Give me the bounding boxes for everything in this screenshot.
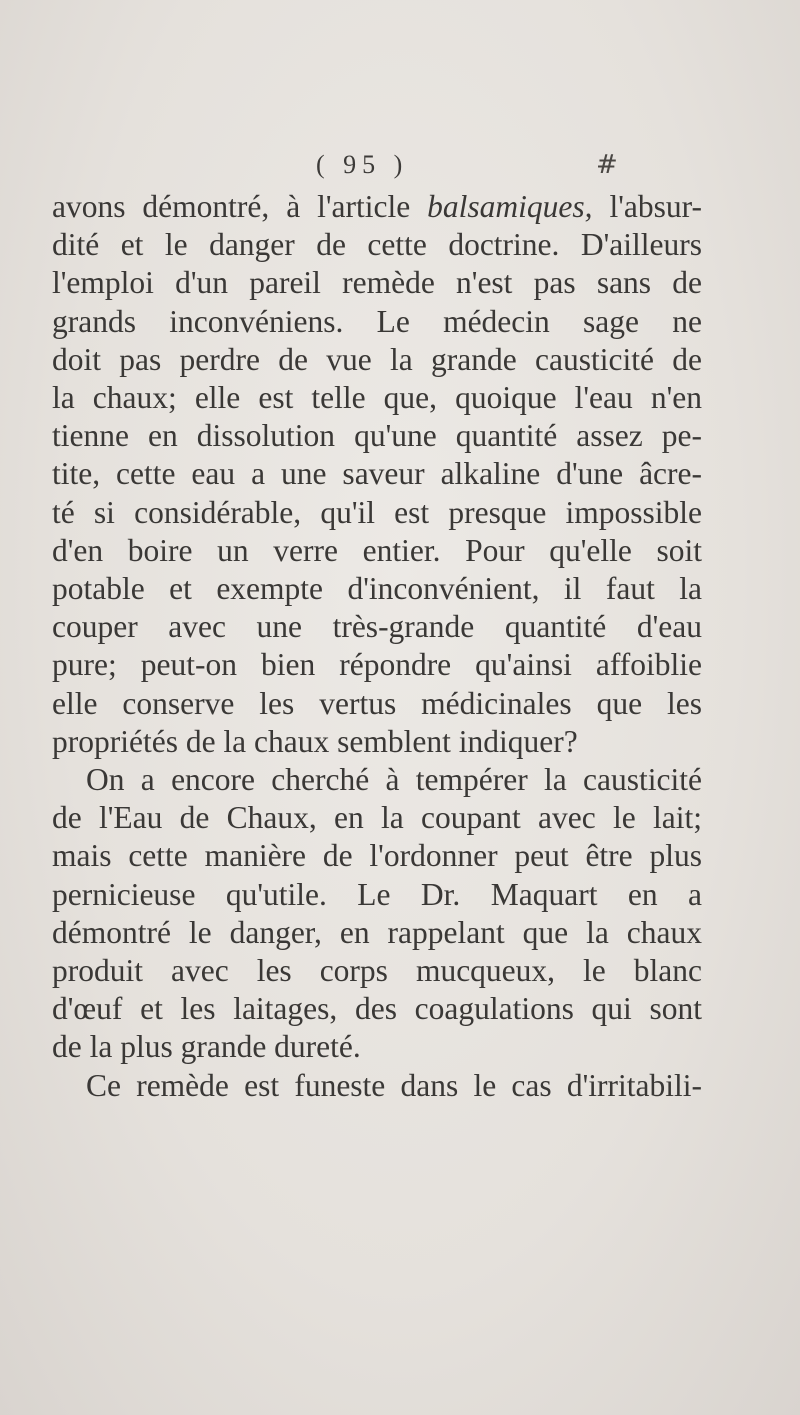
text-line: produit avec les corps mucqueux, le blanc [52, 953, 702, 989]
text-line: couper avec une très-grande quantité d'eau [52, 609, 702, 645]
text-fragment: l'absur- [592, 189, 702, 224]
text-line: tienne en dissolution qu'une quantité assez pe- [52, 418, 702, 454]
text-fragment: avons démontré, à l'article [52, 189, 428, 224]
corner-mark: # [596, 150, 618, 180]
text-line: dité et le danger de cette doctrine. D'ailleurs [52, 227, 702, 263]
text-line: pure; peut-on bien répondre qu'ainsi affoiblie [52, 647, 702, 683]
text-line: démontré le danger, en rappelant que la chaux [52, 914, 702, 950]
text-line: d'en boire un verre entier. Pour qu'elle soit [52, 532, 702, 568]
text-line: de l'Eau de Chaux, en la coupant avec le lait; [52, 800, 702, 836]
text-line: doit pas perdre de vue la grande causticité de [52, 341, 702, 377]
text-line: d'œuf et les laitages, des coagulations qui sont [52, 991, 702, 1027]
text-line: potable et exempte d'inconvénient, il faut la [52, 571, 702, 607]
text-line: propriétés de la chaux semblent indiquer? [52, 723, 578, 759]
body-text [52, 188, 702, 1105]
page-number: ( 95 ) [316, 150, 409, 179]
text-line: mais cette manière de l'ordonner peut être plus [52, 838, 702, 874]
text-line: grands inconvéniens. Le médecin sage ne [52, 303, 702, 339]
text-line: la chaux; elle est telle que, quoique l'eau n'en [52, 380, 702, 416]
text-line: de la plus grande dureté. [52, 1029, 361, 1065]
text-line: té si considérable, qu'il est presque impossible [52, 494, 702, 530]
text-line: l'emploi d'un pareil remède n'est pas sans de [52, 265, 702, 301]
italic-term: balsamiques, [427, 189, 593, 224]
text-line: Ce remède est funeste dans le cas d'irritabili- [86, 1067, 702, 1103]
text-line: pernicieuse qu'utile. Le Dr. Maquart en a [52, 876, 702, 912]
text-line: tite, cette eau a une saveur alkaline d'une âcre- [52, 456, 702, 492]
text-line: elle conserve les vertus médicinales que les [52, 685, 702, 721]
text-line [52, 188, 702, 226]
text-line: On a encore cherché à tempérer la causticité [86, 762, 702, 798]
